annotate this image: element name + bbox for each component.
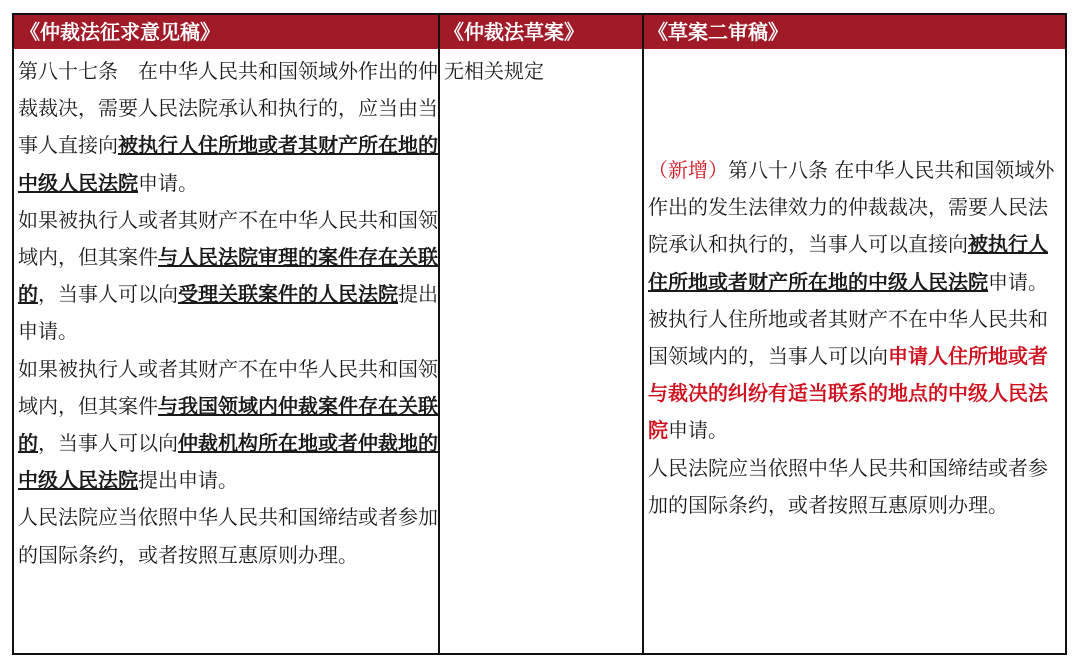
text-span: ，当事人可以向 xyxy=(38,282,178,307)
emphasis-text: 仲裁机构所在地或者仲裁地的中级人民法院 xyxy=(18,431,438,493)
cell-draft-for-comment xyxy=(14,51,438,653)
red-emphasis-text: 申请人住所地或者与裁决的纠纷有适当联系的地点的中级人民法院 xyxy=(648,344,1048,443)
table-header-row xyxy=(14,15,1065,49)
paragraph xyxy=(18,351,438,500)
paragraph xyxy=(18,53,438,202)
new-tag: （新增） xyxy=(648,158,728,182)
paragraph xyxy=(648,450,1061,524)
emphasis-text: 被执行人住所地或者其财产所在地的中级人民法院 xyxy=(18,133,438,195)
text-span: ，当事人可以向 xyxy=(38,431,178,456)
text-span: 提出申请。 xyxy=(138,468,238,493)
emphasis-text: 与人民法院审理的案件存在关联的 xyxy=(18,245,438,307)
text-span: 申请。 xyxy=(138,170,198,195)
header-second-review-draft: 《草案二审稿》 xyxy=(648,20,788,44)
cell-draft-law xyxy=(440,51,642,653)
text-span: 申请。被执行人住所地或者其财产不在中华人民共和国领域内的，当事人可以向 xyxy=(648,269,1048,369)
paragraph xyxy=(18,499,438,573)
text-span: 人民法院应当依照中华人民共和国缔结或者参加的国际条约，或者按照互惠原则办理。 xyxy=(648,455,1048,517)
paragraph xyxy=(648,152,1061,450)
header-draft-law: 《仲裁法草案》 xyxy=(444,20,584,44)
emphasis-text: 受理关联案件的人民法院 xyxy=(178,282,398,307)
text-span: 人民法院应当依照中华人民共和国缔结或者参加的国际条约，或者按照互惠原则办理。 xyxy=(18,505,438,567)
emphasis-text: 与我国领域内仲裁案件存在关联的 xyxy=(18,393,438,456)
text-span: 如果被执行人或者其财产不在中华人民共和国领域内，但其案件 xyxy=(18,356,438,418)
paragraph xyxy=(18,202,438,351)
text-span: 第八十七条 在中华人民共和国领域外作出的仲裁裁决，需要人民法院承认和执行的，应当由当事人直接向 xyxy=(18,59,438,158)
text-span: 申请。 xyxy=(668,418,728,443)
text-span: 如果被执行人或者其财产不在中华人民共和国领域内，但其案件 xyxy=(18,207,438,270)
comparison-table xyxy=(12,13,1067,655)
cell-second-review-draft xyxy=(644,51,1065,653)
header-draft-for-comment: 《仲裁法征求意见稿》 xyxy=(20,20,220,44)
emphasis-text: 被执行人住所地或者财产所在地的中级人民法院 xyxy=(648,232,1048,294)
no-provision-text: 无相关规定 xyxy=(444,59,544,83)
text-span: 提出申请。 xyxy=(18,282,438,344)
text-span: 第八十八条 在中华人民共和国领域外作出的发生法律效力的仲裁裁决，需要人民法院承认和执行的，当事人可以直接向 xyxy=(648,158,1055,257)
